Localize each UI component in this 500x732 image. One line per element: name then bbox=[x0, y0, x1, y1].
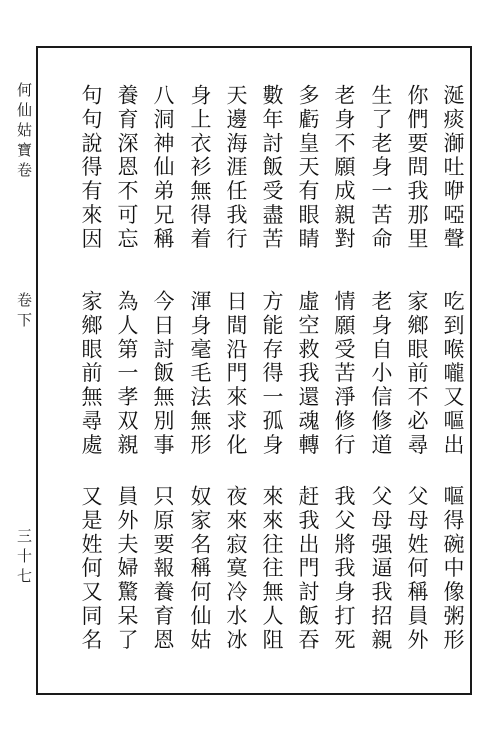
verse-line-8-lower: 奴家名稱何仙姑 bbox=[188, 485, 212, 653]
verse-line-9-middle: 今日討飯無別事 bbox=[151, 290, 175, 458]
verse-line-4-lower: 我父將我身打死 bbox=[332, 485, 356, 653]
verse-line-4-middle: 情願受苦淨修行 bbox=[332, 290, 356, 458]
verse-line-2-lower: 父母姓何稱員外 bbox=[405, 485, 429, 653]
verse-line-2-upper: 你們要問我那里 bbox=[405, 84, 429, 252]
verse-line-8-middle: 渾身毫毛法無形 bbox=[188, 290, 212, 458]
verse-line-7-middle: 日間沿門來求化 bbox=[224, 290, 248, 458]
verse-line-2-middle: 家鄉眼前不必尋 bbox=[405, 290, 429, 458]
section-label-margin: 卷下 bbox=[15, 292, 33, 332]
page-number-margin: 三十七 bbox=[15, 528, 33, 588]
verse-line-5-lower: 赶我出門討飯吞 bbox=[296, 485, 320, 653]
verse-line-10-upper: 養育深恩不可忘 bbox=[115, 84, 139, 252]
verse-line-9-upper: 八洞神仙弟兄稱 bbox=[151, 84, 175, 252]
verse-line-6-lower: 來來往往無人阻 bbox=[260, 485, 284, 653]
verse-line-6-middle: 方能存得一孤身 bbox=[260, 290, 284, 458]
verse-line-1-middle: 吃到喉嚨又嘔出 bbox=[441, 290, 465, 458]
verse-line-1-upper: 涎痰溮吐咿啞聲 bbox=[441, 84, 465, 252]
verse-line-10-lower: 員外夫婦驚呆了 bbox=[115, 485, 139, 653]
verse-line-3-middle: 老身自小信修道 bbox=[369, 290, 393, 458]
verse-line-5-upper: 多虧皇天有眼睛 bbox=[296, 84, 320, 252]
verse-line-10-middle: 為人第一孝双親 bbox=[115, 290, 139, 458]
verse-line-3-lower: 父母强逼我招親 bbox=[369, 485, 393, 653]
verse-line-7-lower: 夜來寂寞冷水冰 bbox=[224, 485, 248, 653]
verse-line-1-lower: 嘔得碗中像粥形 bbox=[441, 485, 465, 653]
verse-line-6-upper: 數年討飯受盡苦 bbox=[260, 84, 284, 252]
verse-line-8-upper: 身上衣衫無得着 bbox=[188, 84, 212, 252]
verse-line-5-middle: 虛空救我還魂轉 bbox=[296, 290, 320, 458]
verse-line-11-middle: 家鄉眼前無尋處 bbox=[79, 290, 103, 458]
verse-line-9-lower: 只原要報養育恩 bbox=[151, 485, 175, 653]
verse-line-7-upper: 天邊海涯任我行 bbox=[224, 84, 248, 252]
verse-line-3-upper: 生了老身一苦命 bbox=[369, 84, 393, 252]
book-title-margin: 何仙姑寶卷 bbox=[15, 82, 33, 182]
verse-line-11-lower: 又是姓何又同名 bbox=[79, 485, 103, 653]
verse-line-11-upper: 句句說得有來因 bbox=[79, 84, 103, 252]
verse-line-4-upper: 老身不願成親對 bbox=[332, 84, 356, 252]
